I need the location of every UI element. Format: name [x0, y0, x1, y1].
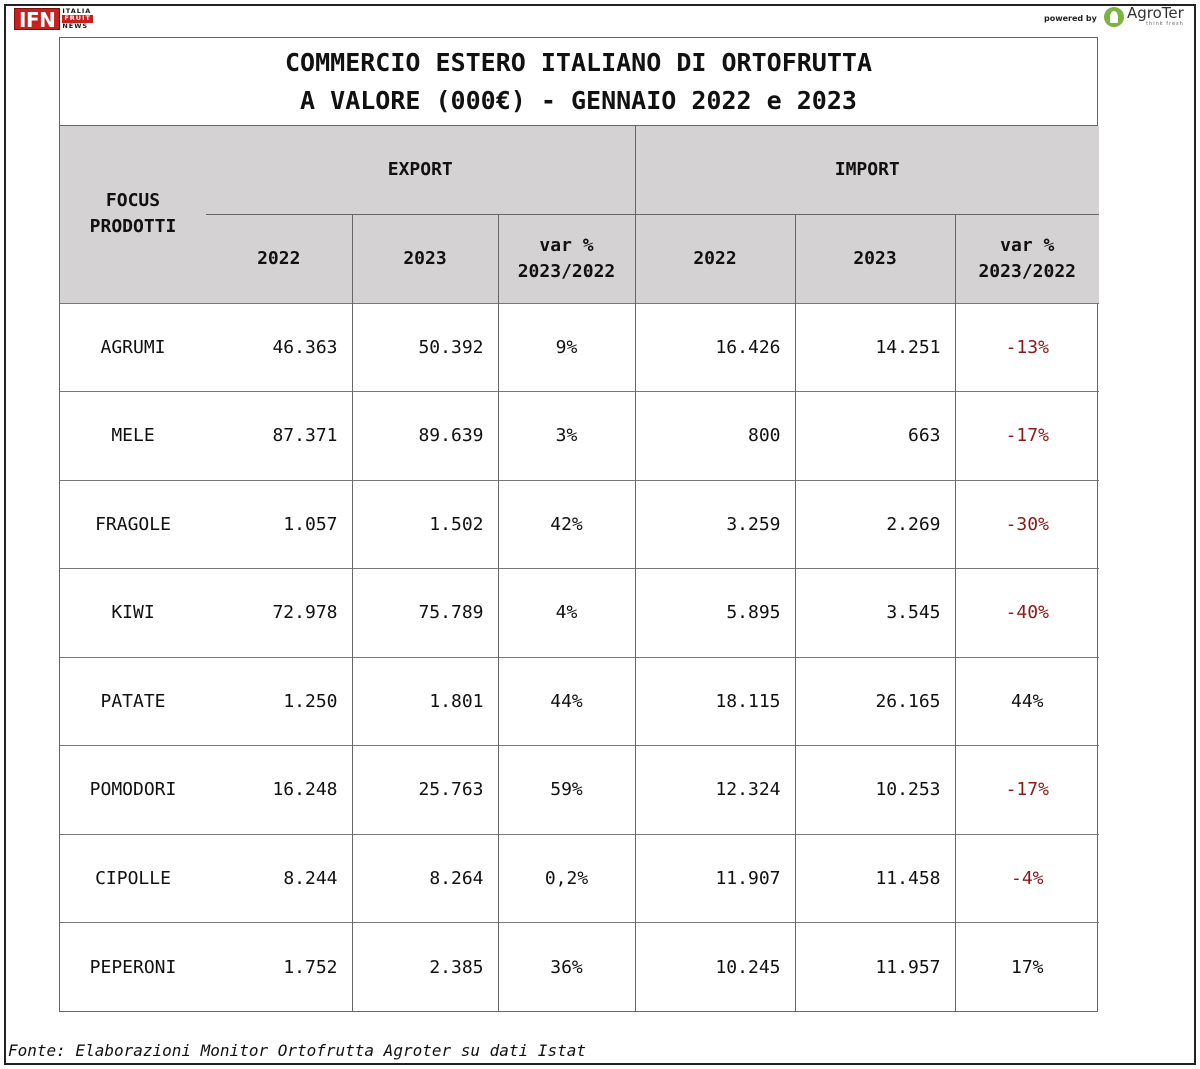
import-2022-cell: 3.259 — [635, 480, 795, 569]
export-var-cell: 59% — [498, 746, 635, 835]
export-2023-cell: 50.392 — [352, 303, 498, 392]
table-row — [60, 834, 1099, 923]
header-import-var: var % 2023/2022 — [955, 214, 1099, 303]
import-var-cell: 44% — [955, 657, 1099, 746]
export-2023-cell: 8.264 — [352, 834, 498, 923]
export-var-cell: 44% — [498, 657, 635, 746]
import-2022-cell: 5.895 — [635, 569, 795, 658]
header-import-2022: 2022 — [635, 214, 795, 303]
table-row — [60, 569, 1099, 658]
source-note: Fonte: Elaborazioni Monitor Ortofrutta Agroter su dati Istat — [8, 1041, 586, 1060]
ifn-logo — [14, 8, 93, 30]
ifn-line2: FRUIT — [64, 14, 91, 23]
export-2022-cell: 1.250 — [206, 657, 352, 746]
export-2022-cell: 87.371 — [206, 392, 352, 481]
export-2023-cell: 1.502 — [352, 480, 498, 569]
export-2022-cell: 1.057 — [206, 480, 352, 569]
ifn-logo-mark: IFN — [14, 8, 60, 30]
header-import: IMPORT — [635, 126, 1099, 214]
import-2023-cell: 11.458 — [795, 834, 955, 923]
product-cell: AGRUMI — [60, 303, 206, 392]
title-line2: A VALORE (000€) - GENNAIO 2022 e 2023 — [300, 85, 857, 115]
trade-table-container — [59, 37, 1098, 1012]
import-2022-cell: 10.245 — [635, 923, 795, 1012]
export-var-cell: 0,2% — [498, 834, 635, 923]
import-2022-cell: 11.907 — [635, 834, 795, 923]
table-title — [60, 38, 1097, 126]
export-2023-cell: 25.763 — [352, 746, 498, 835]
table-row — [60, 923, 1099, 1012]
title-line1: COMMERCIO ESTERO ITALIANO DI ORTOFRUTTA — [285, 47, 872, 77]
import-var-cell: -4% — [955, 834, 1099, 923]
header-import-2023: 2023 — [795, 214, 955, 303]
export-var-cell: 9% — [498, 303, 635, 392]
import-var-cell: -13% — [955, 303, 1099, 392]
import-var-cell: -17% — [955, 392, 1099, 481]
product-cell: MELE — [60, 392, 206, 481]
agroter-logo — [1104, 6, 1184, 27]
header-export-2023: 2023 — [352, 214, 498, 303]
ifn-line3: NEWS — [62, 21, 89, 30]
leaf-icon — [1104, 7, 1124, 27]
export-2023-cell: 2.385 — [352, 923, 498, 1012]
export-2023-cell: 75.789 — [352, 569, 498, 658]
export-var-cell: 4% — [498, 569, 635, 658]
import-2023-cell: 11.957 — [795, 923, 955, 1012]
product-cell: FRAGOLE — [60, 480, 206, 569]
product-cell: PEPERONI — [60, 923, 206, 1012]
import-2023-cell: 10.253 — [795, 746, 955, 835]
export-2022-cell: 72.978 — [206, 569, 352, 658]
header-focus-prodotti: FOCUS PRODOTTI — [60, 126, 206, 303]
powered-by-label: powered by — [1044, 14, 1097, 23]
export-2023-cell: 1.801 — [352, 657, 498, 746]
trade-table — [60, 126, 1099, 1011]
export-2022-cell: 16.248 — [206, 746, 352, 835]
agroter-name: AgroTer — [1127, 4, 1184, 22]
import-2022-cell: 18.115 — [635, 657, 795, 746]
import-2023-cell: 663 — [795, 392, 955, 481]
export-var-cell: 3% — [498, 392, 635, 481]
ifn-line1: ITALIA — [62, 7, 92, 15]
ifn-logo-subtitle — [62, 8, 93, 30]
import-2023-cell: 14.251 — [795, 303, 955, 392]
import-2022-cell: 12.324 — [635, 746, 795, 835]
table-row — [60, 303, 1099, 392]
import-var-cell: -40% — [955, 569, 1099, 658]
import-2023-cell: 26.165 — [795, 657, 955, 746]
product-cell: CIPOLLE — [60, 834, 206, 923]
table-row — [60, 392, 1099, 481]
product-cell: POMODORI — [60, 746, 206, 835]
table-row — [60, 480, 1099, 569]
export-2022-cell: 46.363 — [206, 303, 352, 392]
export-2023-cell: 89.639 — [352, 392, 498, 481]
import-var-cell: -30% — [955, 480, 1099, 569]
export-2022-cell: 8.244 — [206, 834, 352, 923]
product-cell: KIWI — [60, 569, 206, 658]
product-cell: PATATE — [60, 657, 206, 746]
header-export-var: var % 2023/2022 — [498, 214, 635, 303]
table-row — [60, 746, 1099, 835]
agroter-tagline: think fresh — [1146, 21, 1184, 27]
table-row — [60, 657, 1099, 746]
import-2023-cell: 3.545 — [795, 569, 955, 658]
header-export-2022: 2022 — [206, 214, 352, 303]
export-var-cell: 36% — [498, 923, 635, 1012]
import-2022-cell: 800 — [635, 392, 795, 481]
import-2023-cell: 2.269 — [795, 480, 955, 569]
export-var-cell: 42% — [498, 480, 635, 569]
import-var-cell: -17% — [955, 746, 1099, 835]
import-var-cell: 17% — [955, 923, 1099, 1012]
export-2022-cell: 1.752 — [206, 923, 352, 1012]
import-2022-cell: 16.426 — [635, 303, 795, 392]
header-export: EXPORT — [206, 126, 635, 214]
